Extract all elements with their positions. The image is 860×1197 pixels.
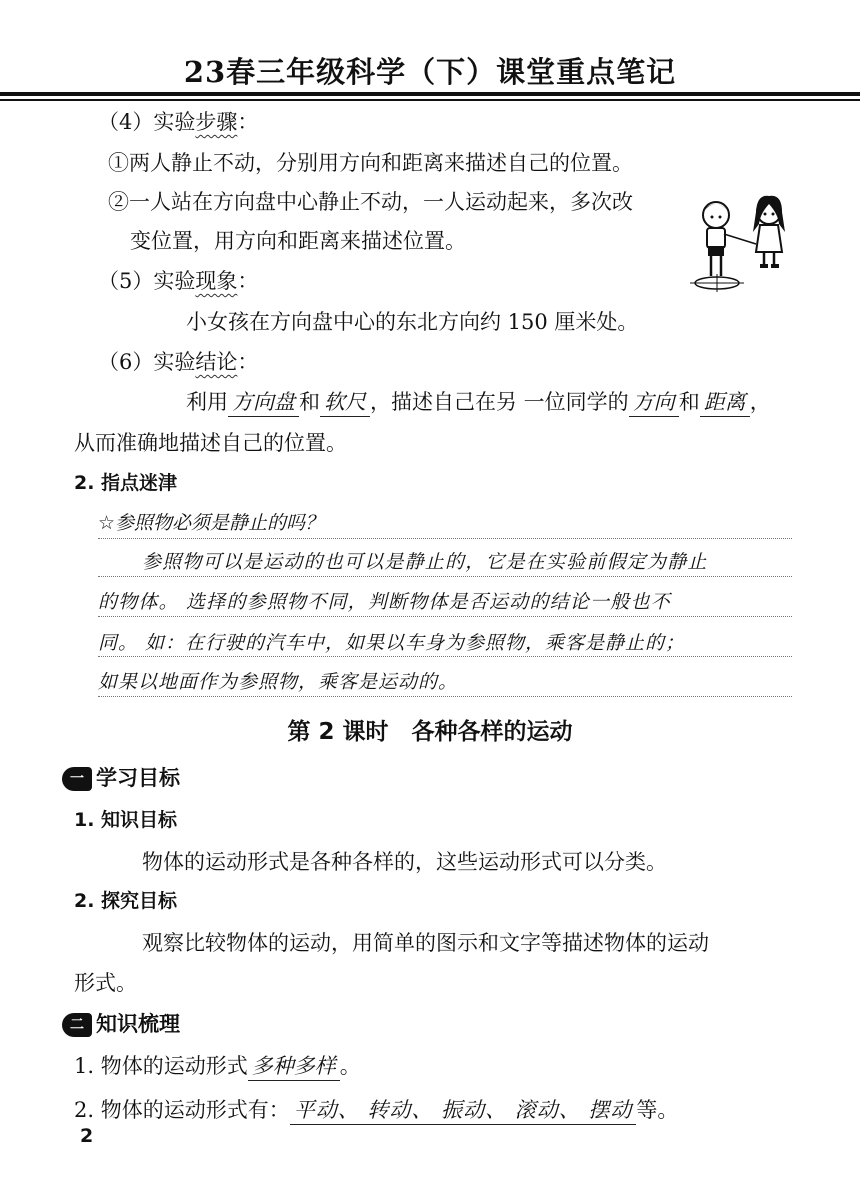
step-1: ①两人静止不动，分别用方向和距离来描述自己的位置。 xyxy=(108,151,633,175)
section-goals-title: 学习目标 xyxy=(96,766,180,790)
tips-line-4: 如果以地面作为参照物，乘客是运动的。 xyxy=(98,671,459,693)
step-2-line2: 变位置，用方向和距离来描述位置。 xyxy=(130,229,466,253)
inquiry-goal-heading: 2. 探究目标 xyxy=(74,890,178,912)
conclusion-line2: 从而准确地描述自己的位置。 xyxy=(74,431,347,455)
tips-line-2: 的物体。 选择的参照物不同，判断物体是否运动的结论一般也不 xyxy=(98,591,671,613)
conclusion-text: ， xyxy=(749,390,771,414)
conclusion-text: 利用 xyxy=(186,390,228,414)
knowledge-goal-heading: 1. 知识目标 xyxy=(74,809,178,831)
step-2-line1: ②一人站在方向盘中心静止不动，一人运动起来，多次改 xyxy=(108,190,633,214)
conclusion-label xyxy=(98,346,258,376)
answer-blank-motion-types: 平动、 转动、 振动、 滚动、 摆动 xyxy=(290,1094,637,1125)
answer-blank-various: 多种多样 xyxy=(248,1050,340,1081)
tips-dotted-line xyxy=(98,656,792,657)
answer-blank-tape: 软尺 xyxy=(320,386,370,417)
tips-heading: 2. 指点迷津 xyxy=(74,472,178,494)
tips-dotted-line xyxy=(98,538,792,539)
phenomenon-text: 小女孩在方向盘中心的东北方向约 150 厘米处。 xyxy=(186,310,639,334)
steps-label-prefix: （4）实验 xyxy=(98,110,196,134)
tips-question: ☆参照物必须是静止的吗？ xyxy=(98,512,325,534)
inquiry-goal-text-line1: 观察比较物体的运动，用简单的图示和文字等描述物体的运动 xyxy=(142,931,709,955)
section-badge-icon: 一 xyxy=(62,767,92,791)
phenomenon-label-prefix: （5）实验 xyxy=(98,269,196,293)
section-knowledge-heading xyxy=(62,1008,180,1038)
tips-line-1: 参照物可以是运动的也可以是静止的，它是在实验前假定为静止 xyxy=(142,551,708,573)
conclusion-text: 和 xyxy=(299,390,320,414)
knowledge-item-1 xyxy=(74,1050,361,1081)
answer-blank-distance: 距离 xyxy=(700,386,750,417)
page-number: 2 xyxy=(80,1125,94,1147)
inquiry-goal-text-line2: 形式。 xyxy=(74,971,137,995)
header-rule-thin xyxy=(0,99,860,101)
knowledge-item-2-text: 2. 物体的运动形式有： xyxy=(74,1098,290,1122)
conclusion-label-keyword: 结论 xyxy=(195,350,238,374)
header-rule-thick xyxy=(0,92,860,96)
answer-blank-direction: 方向 xyxy=(629,386,679,417)
page-header-title: 23春三年级科学（下）课堂重点笔记 xyxy=(183,55,677,89)
knowledge-item-2-end: 等。 xyxy=(636,1098,679,1122)
knowledge-item-2 xyxy=(74,1094,678,1125)
answer-blank-direction-disc: 方向盘 xyxy=(228,386,299,417)
steps-label-colon: ： xyxy=(237,110,259,134)
steps-label xyxy=(98,106,258,136)
conclusion-text: 和 xyxy=(678,390,700,414)
tips-dotted-line xyxy=(98,576,792,577)
phenomenon-label xyxy=(98,265,258,295)
knowledge-item-1-text: 1. 物体的运动形式 xyxy=(74,1054,248,1078)
section-badge-icon: 二 xyxy=(62,1013,92,1037)
section-knowledge-title: 知识梳理 xyxy=(96,1012,180,1036)
phenomenon-label-keyword: 现象 xyxy=(195,269,238,293)
conclusion-line1 xyxy=(186,386,771,417)
phenomenon-label-colon: ： xyxy=(237,269,259,293)
lesson-title: 第 2 课时 各种各样的运动 xyxy=(287,719,573,745)
knowledge-goal-text: 物体的运动形式是各种各样的，这些运动形式可以分类。 xyxy=(142,850,667,874)
tips-dotted-line xyxy=(98,696,792,697)
steps-label-keyword: 步骤 xyxy=(195,110,238,134)
knowledge-item-1-end: 。 xyxy=(339,1054,361,1078)
tips-dotted-line xyxy=(98,616,792,617)
children-illustration xyxy=(690,190,790,300)
conclusion-label-prefix: （6）实验 xyxy=(98,350,196,374)
conclusion-text: ，描述自己在另 一位同学的 xyxy=(370,390,629,414)
section-goals-heading xyxy=(62,762,180,792)
conclusion-label-colon: ： xyxy=(237,350,259,374)
tips-line-3: 同。 如：在行驶的汽车中，如果以车身为参照物，乘客是静止的； xyxy=(98,632,686,654)
